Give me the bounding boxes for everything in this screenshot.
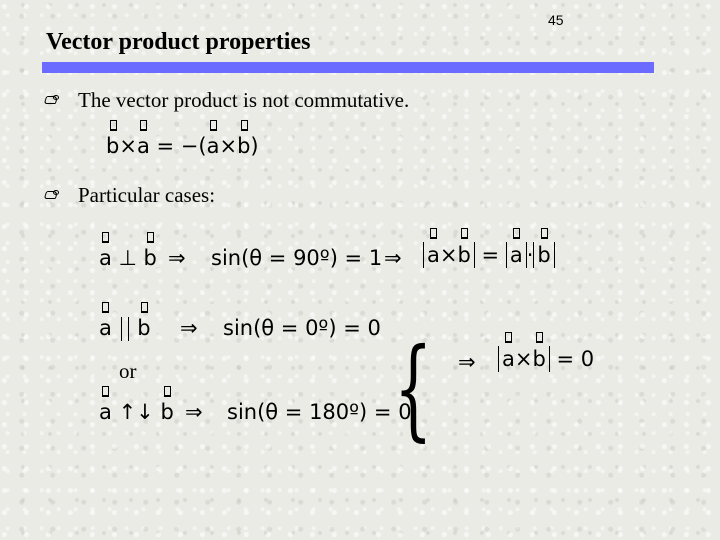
implies-arrow: ⇒ [384, 246, 402, 270]
bullet-not-commutative [44, 88, 409, 113]
vector-b: b [457, 243, 471, 267]
vector-a: a [206, 134, 220, 158]
sine-0-equation: sin(θ = 0º) = 0 [223, 316, 381, 340]
cross-operator: × [119, 134, 137, 158]
vector-a: a [502, 347, 515, 371]
cross-operator: × [439, 243, 458, 267]
cross-operator: × [219, 134, 238, 158]
vector-b: b [532, 347, 546, 371]
implies-arrow: ⇒ [458, 350, 476, 374]
magnitude-b [533, 242, 554, 268]
slide-title: Vector product properties [46, 29, 311, 55]
vector-a: a [509, 243, 523, 267]
dot-operator: · [526, 243, 534, 267]
formula-parallel [99, 316, 151, 341]
vector-b: b [537, 243, 551, 267]
equals-zero: = 0 [556, 347, 595, 371]
vector-b: b [160, 400, 174, 424]
sine-90-equation: sin(θ = 90º) = 1 [211, 246, 383, 270]
zero-magnitude-equation [498, 346, 594, 372]
cross-operator: × [514, 347, 533, 371]
parallel-operator [121, 317, 129, 341]
formula-perpendicular [99, 246, 157, 270]
antiparallel-operator: ↑↓ [118, 400, 154, 424]
vector-b: b [143, 246, 157, 270]
or-label: or [119, 359, 137, 383]
vector-a: a [99, 316, 112, 340]
vector-b: b [106, 134, 120, 158]
formula-antiparallel [99, 400, 174, 424]
cross-magnitude [423, 242, 475, 268]
vector-a: a [99, 246, 112, 270]
implies-arrow: ⇒ [168, 246, 186, 270]
bullet-particular-cases [44, 183, 215, 208]
bullet-icon [44, 95, 58, 106]
bullet-icon [44, 190, 58, 201]
perpendicular-operator: ⊥ [118, 246, 137, 270]
equals-sign: = [481, 243, 500, 267]
equals-negative: = −( [149, 134, 207, 158]
vector-b: b [237, 134, 251, 158]
formula-anticommutative [106, 134, 259, 158]
title-accent-bar [42, 62, 654, 73]
implies-arrow: ⇒ [185, 400, 203, 424]
vector-a: a [427, 243, 440, 267]
grouping-brace: { [394, 324, 433, 452]
vector-a: a [136, 134, 150, 158]
page-number: 45 [548, 12, 564, 28]
bullet-text: The vector product is not commutative. [78, 88, 410, 112]
cross-magnitude [498, 346, 550, 372]
vector-a: a [99, 400, 112, 424]
sine-180-equation: sin(θ = 180º) = 0 [227, 400, 412, 424]
magnitude-a [506, 242, 527, 268]
bullet-text: Particular cases: [78, 183, 216, 207]
implies-arrow: ⇒ [180, 316, 198, 340]
vector-b: b [137, 316, 151, 340]
close-paren: ) [250, 134, 259, 158]
magnitude-equation [423, 242, 555, 268]
